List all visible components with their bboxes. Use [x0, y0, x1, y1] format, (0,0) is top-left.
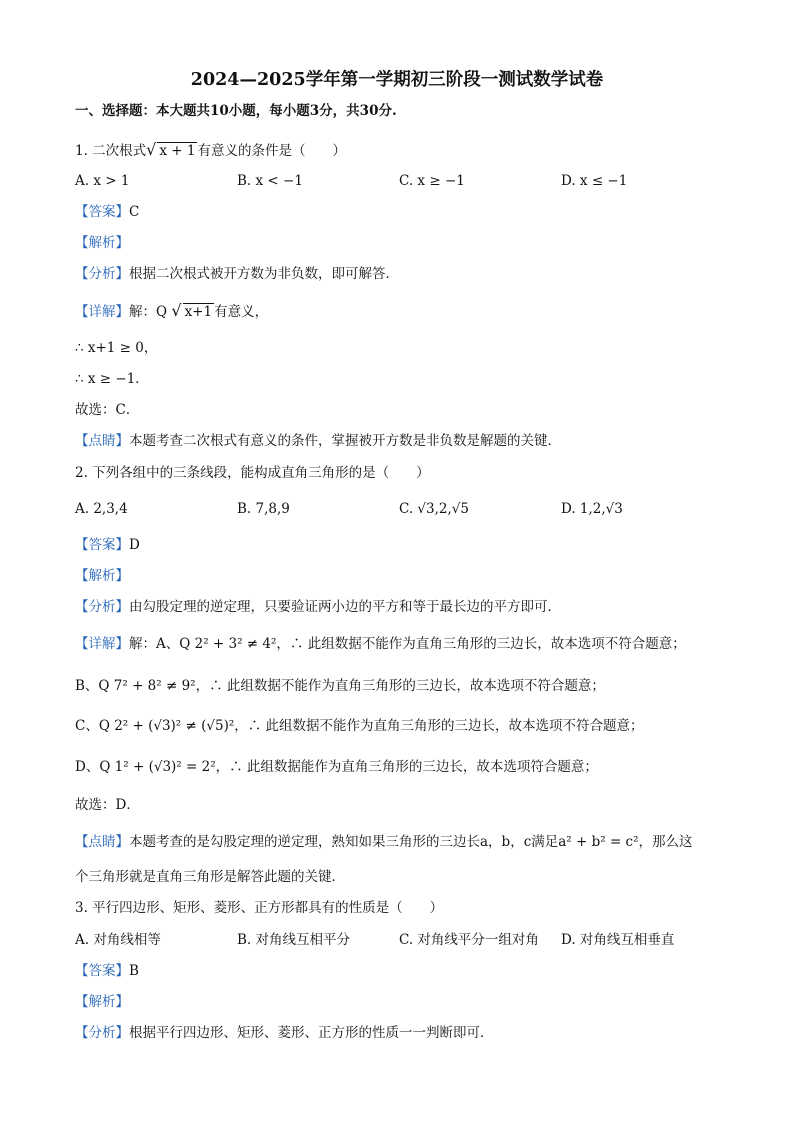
- q1-fenxi: [75, 264, 399, 284]
- q2-xiangjie-b: B、Q 7² + 8² ≠ 9²，∴ 此组数据不能作为直角三角形的三边长，故本选项不符合题意；: [75, 678, 605, 694]
- radical-sign: √: [171, 301, 182, 320]
- xiangjie-line-a: 解：A、Q 2² + 3² ≠ 4²，∴ 此组数据不能作为直角三角形的三边长，故本选项不符合题意；: [129, 636, 686, 652]
- dianjing-tag: 【点睛】: [75, 433, 129, 449]
- question-1-stem: [75, 140, 346, 161]
- fenxi-tag: 【分析】: [75, 1025, 129, 1041]
- q2-xiangjie-a: [75, 634, 686, 654]
- answer-tag: 【答案】: [75, 537, 129, 553]
- q1-option-d: D. x ≤ −1: [561, 173, 628, 189]
- dianjing-text-1: 本题考查的是勾股定理的逆定理，熟知如果三角形的三边长a，b，c满足a² + b² = c²，那么这: [129, 834, 693, 850]
- q2-dianjing-2: 个三角形就是直角三角形是解答此题的关键．: [75, 869, 345, 885]
- q2-dianjing-1: [75, 832, 693, 852]
- answer-value: B: [129, 963, 139, 979]
- q2-option-a: A. 2,3,4: [75, 501, 128, 517]
- q1-option-c: C. x ≥ −1: [399, 173, 465, 189]
- q1-stem-post: 有意义的条件是（ ）: [197, 143, 346, 159]
- q2-analysis-tag: 【解析】: [75, 568, 129, 584]
- q1-answer: [75, 202, 139, 222]
- answer-tag: 【答案】: [75, 963, 129, 979]
- q3-option-d: D. 对角线互相垂直: [561, 932, 675, 948]
- q3-option-b: B. 对角线互相平分: [237, 932, 351, 948]
- q2-option-b: B. 7,8,9: [237, 501, 290, 517]
- xiangjie-tag: 【详解】: [75, 304, 129, 320]
- q2-choose: 故选：D．: [75, 797, 140, 813]
- q3-fenxi: [75, 1023, 494, 1043]
- q1-radicand: x + 1: [159, 143, 196, 159]
- question-3-stem: 3. 平行四边形、矩形、菱形、正方形都具有的性质是（ ）: [75, 900, 444, 916]
- section-heading: 一、选择题：本大题共10小题，每小题3分，共30分.: [75, 103, 397, 119]
- answer-value: C: [129, 204, 140, 220]
- q3-option-a: A. 对角线相等: [75, 932, 161, 948]
- q1-analysis-tag: 【解析】: [75, 235, 129, 251]
- xiangjie-radicand: x+1: [184, 304, 213, 320]
- fenxi-text: 由勾股定理的逆定理，只要验证两小边的平方和等于最长边的平方即可．: [129, 599, 561, 615]
- q1-choose: 故选：C．: [75, 402, 140, 418]
- q2-option-d: D. 1,2,√3: [561, 501, 623, 517]
- q2-xiangjie-c: C、Q 2² + (√3)² ≠ (√5)²，∴ 此组数据不能作为直角三角形的三边长，故本选项不符合题意；: [75, 718, 644, 734]
- fenxi-text: 根据二次根式被开方数为非负数，即可解答．: [129, 266, 399, 282]
- xiangjie-post: 有意义，: [214, 304, 269, 320]
- q1-stem-pre: 1. 二次根式: [75, 143, 147, 159]
- xiangjie-pre: 解：Q: [129, 304, 172, 320]
- q1-step-2: ∴ x ≥ −1．: [75, 371, 149, 387]
- q1-step-1: ∴ x+1 ≥ 0，: [75, 340, 158, 356]
- answer-tag: 【答案】: [75, 204, 129, 220]
- page-title: 2024—2025学年第一学期初三阶段一测试数学试卷: [190, 70, 604, 90]
- q1-dianjing: [75, 431, 561, 451]
- q1-option-b: B. x < −1: [237, 173, 303, 189]
- fenxi-text: 根据平行四边形、矩形、菱形、正方形的性质一一判断即可．: [129, 1025, 494, 1041]
- q3-analysis-tag: 【解析】: [75, 994, 129, 1010]
- q2-answer: [75, 535, 140, 555]
- dianjing-tag: 【点睛】: [75, 834, 129, 850]
- q2-option-c: C. √3,2,√5: [399, 501, 469, 517]
- q2-fenxi: [75, 597, 561, 617]
- radical-sign: √: [146, 140, 157, 159]
- fenxi-tag: 【分析】: [75, 599, 129, 615]
- dianjing-text: 本题考查二次根式有意义的条件，掌握被开方数是非负数是解题的关键．: [129, 433, 561, 449]
- q1-xiangjie: [75, 301, 268, 322]
- xiangjie-tag: 【详解】: [75, 636, 129, 652]
- q2-xiangjie-d: D、Q 1² + (√3)² = 2²，∴ 此组数据能作为直角三角形的三边长，故本选项符合题意；: [75, 759, 598, 775]
- fenxi-tag: 【分析】: [75, 266, 129, 282]
- answer-value: D: [129, 537, 140, 553]
- q3-answer: [75, 961, 139, 981]
- q1-option-a: A. x > 1: [75, 173, 130, 189]
- q3-option-c: C. 对角线平分一组对角: [399, 932, 539, 948]
- question-2-stem: 2. 下列各组中的三条线段，能构成直角三角形的是（ ）: [75, 465, 430, 481]
